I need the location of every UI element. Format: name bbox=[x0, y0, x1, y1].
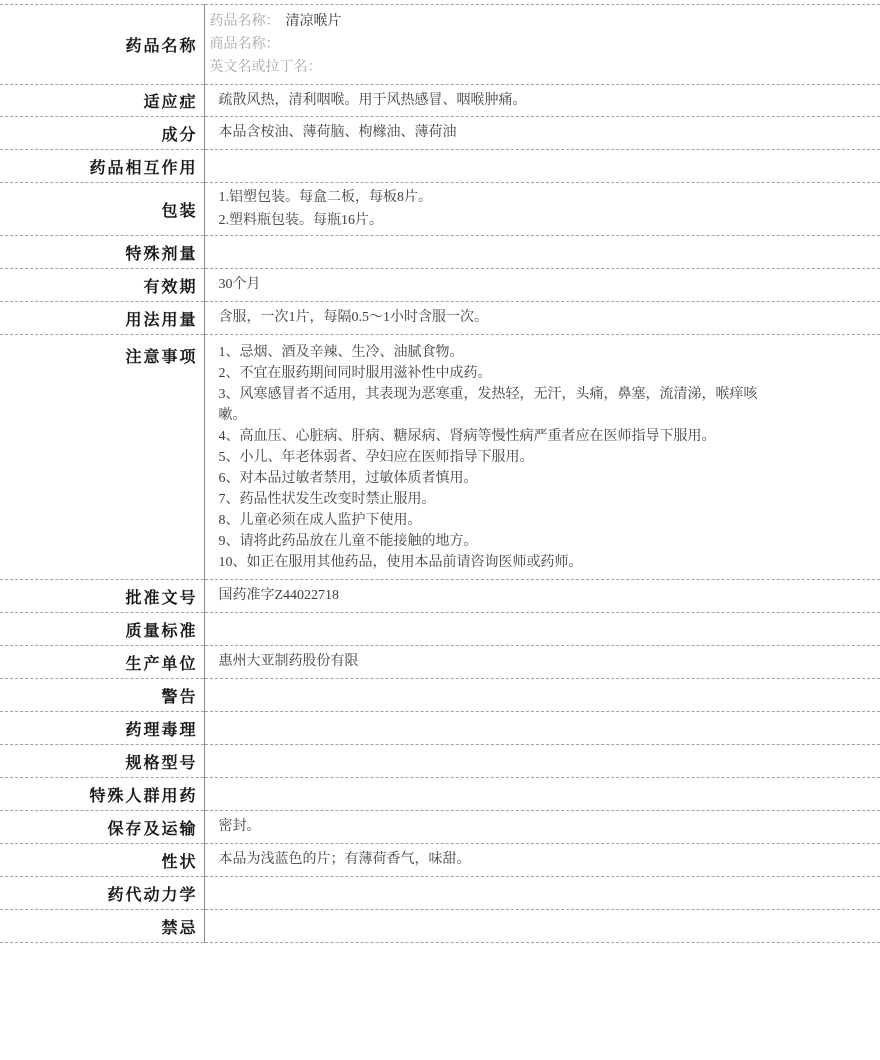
row-label-contraindications: 禁忌 bbox=[0, 910, 204, 943]
row-specification-model bbox=[0, 745, 880, 778]
row-warning bbox=[0, 679, 880, 712]
row-drug-name bbox=[0, 5, 880, 85]
packaging-line: 1.铝塑包装。每盒二板，每板8片。 bbox=[218, 190, 432, 205]
row-packaging bbox=[0, 183, 880, 236]
row-value-contraindications bbox=[204, 910, 880, 943]
precaution-item: 4、高血压、心脏病、肝病、糖尿病、肾病等慢性病严重者应在医师指导下服用。 bbox=[218, 429, 716, 444]
precaution-item: 2、不宜在服药期间同时服用滋补性中成药。 bbox=[218, 366, 492, 381]
row-value-drug-name bbox=[204, 5, 880, 85]
row-label-drug-interactions: 药品相互作用 bbox=[0, 150, 204, 183]
precaution-item: 7、药品性状发生改变时禁止服用。 bbox=[218, 492, 436, 507]
row-value-manufacturer: 惠州大亚制药股份有限 bbox=[204, 646, 880, 679]
trade-name-key: 商品名称： bbox=[209, 37, 280, 52]
row-special-dosage bbox=[0, 236, 880, 269]
row-drug-interactions bbox=[0, 150, 880, 183]
row-value-specification-model bbox=[204, 745, 880, 778]
row-label-pharmacokinetics: 药代动力学 bbox=[0, 877, 204, 910]
row-label-description: 性状 bbox=[0, 844, 204, 877]
drug-info-table bbox=[0, 4, 880, 943]
row-value-storage-transport: 密封。 bbox=[204, 811, 880, 844]
row-label-special-population: 特殊人群用药 bbox=[0, 778, 204, 811]
row-value-indications: 疏散风热，清利咽喉。用于风热感冒、咽喉肿痛。 bbox=[204, 85, 880, 117]
row-value-quality-standard bbox=[204, 613, 880, 646]
row-label-pharmacology-toxicology: 药理毒理 bbox=[0, 712, 204, 745]
row-value-approval-number: 国药准字Z44022718 bbox=[204, 580, 880, 613]
row-quality-standard bbox=[0, 613, 880, 646]
row-label-specification-model: 规格型号 bbox=[0, 745, 204, 778]
row-value-pharmacokinetics bbox=[204, 877, 880, 910]
row-label-warning: 警告 bbox=[0, 679, 204, 712]
precaution-item: 5、小儿、年老体弱者、孕妇应在医师指导下服用。 bbox=[218, 450, 534, 465]
row-label-special-dosage: 特殊剂量 bbox=[0, 236, 204, 269]
row-shelf-life bbox=[0, 269, 880, 302]
generic-name-value: 清凉喉片 bbox=[285, 14, 342, 29]
row-ingredients bbox=[0, 117, 880, 150]
packaging-line: 2.塑料瓶包装。每瓶16片。 bbox=[218, 213, 383, 228]
row-description bbox=[0, 844, 880, 877]
precaution-item: 1、忌烟、酒及辛辣、生冷、油腻食物。 bbox=[218, 345, 464, 360]
row-value-precautions bbox=[204, 335, 880, 580]
latin-name-key: 英文名或拉丁名： bbox=[209, 60, 322, 75]
precaution-item: 8、儿童必须在成人监护下使用。 bbox=[218, 513, 422, 528]
row-value-special-population bbox=[204, 778, 880, 811]
row-label-indications: 适应症 bbox=[0, 85, 204, 117]
row-precautions bbox=[0, 335, 880, 580]
row-pharmacology-toxicology bbox=[0, 712, 880, 745]
row-indications bbox=[0, 85, 880, 117]
row-storage-transport bbox=[0, 811, 880, 844]
row-label-precautions: 注意事项 bbox=[0, 335, 204, 580]
precaution-item: 6、对本品过敏者禁用，过敏体质者慎用。 bbox=[218, 471, 478, 486]
row-approval-number bbox=[0, 580, 880, 613]
row-value-ingredients: 本品含桉油、薄荷脑、枸橼油、薄荷油 bbox=[204, 117, 880, 150]
row-label-storage-transport: 保存及运输 bbox=[0, 811, 204, 844]
row-value-dosage-administration: 含服，一次1片，每隔0.5～1小时含服一次。 bbox=[204, 302, 880, 335]
row-value-packaging bbox=[204, 183, 880, 236]
row-contraindications bbox=[0, 910, 880, 943]
row-dosage-administration bbox=[0, 302, 880, 335]
row-label-shelf-life: 有效期 bbox=[0, 269, 204, 302]
row-label-dosage-administration: 用法用量 bbox=[0, 302, 204, 335]
generic-name-line bbox=[210, 10, 871, 33]
precaution-item: 3、风寒感冒者不适用，其表现为恶寒重，发热轻，无汗，头痛，鼻塞，流清涕，喉痒咳嗽。 bbox=[218, 387, 758, 423]
row-value-description: 本品为浅蓝色的片；有薄荷香气，味甜。 bbox=[204, 844, 880, 877]
row-label-packaging: 包装 bbox=[0, 183, 204, 236]
precaution-item: 10、如正在服用其他药品，使用本品前请咨询医师或药师。 bbox=[218, 555, 583, 570]
trade-name-line bbox=[210, 33, 871, 56]
row-manufacturer bbox=[0, 646, 880, 679]
row-label-ingredients: 成分 bbox=[0, 117, 204, 150]
generic-name-key: 药品名称： bbox=[209, 14, 280, 29]
row-label-approval-number: 批准文号 bbox=[0, 580, 204, 613]
precaution-item: 9、请将此药品放在儿童不能接触的地方。 bbox=[218, 534, 478, 549]
latin-name-line bbox=[210, 56, 871, 79]
row-label-manufacturer: 生产单位 bbox=[0, 646, 204, 679]
row-pharmacokinetics bbox=[0, 877, 880, 910]
row-value-warning bbox=[204, 679, 880, 712]
row-label-quality-standard: 质量标准 bbox=[0, 613, 204, 646]
row-value-drug-interactions bbox=[204, 150, 880, 183]
precautions-list bbox=[219, 342, 779, 573]
row-special-population bbox=[0, 778, 880, 811]
row-label-drug-name: 药品名称 bbox=[0, 5, 204, 85]
row-value-shelf-life: 30个月 bbox=[204, 269, 880, 302]
row-value-pharmacology-toxicology bbox=[204, 712, 880, 745]
row-value-special-dosage bbox=[204, 236, 880, 269]
